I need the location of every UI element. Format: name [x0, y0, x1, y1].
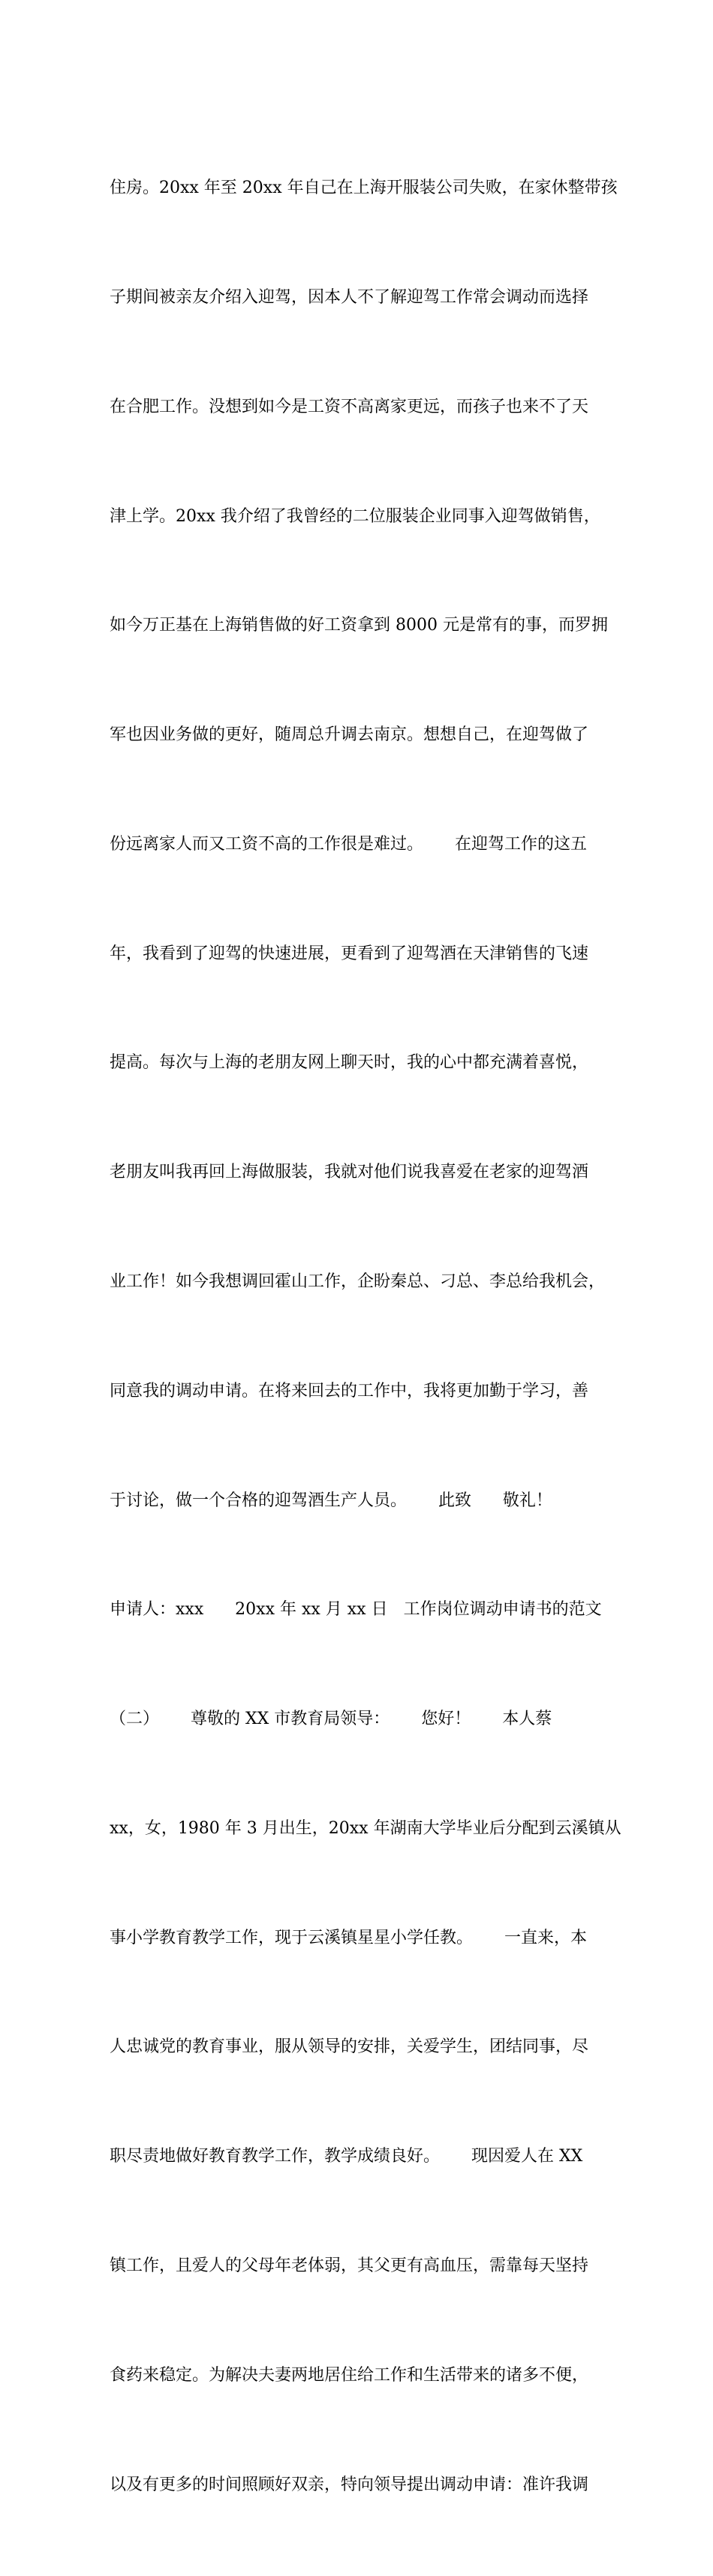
text-line: xx，女，1980 年 3 月出生，20xx 年湖南大学毕业后分配到云溪镇从 [110, 1818, 621, 1838]
text-line: 年，我看到了迎驾的快速进展，更看到了迎驾酒在天津销售的飞速 [110, 944, 589, 963]
text-line: 职尽责地做好教育教学工作，教学成绩良好。 现因爱人在 XX [110, 2147, 583, 2166]
text-line: 于讨论，做一个合格的迎驾酒生产人员。 此致 敬礼！ [110, 1491, 552, 1510]
body-text [110, 98, 627, 2576]
text-line: 镇工作，且爱人的父母年老体弱，其父更有高血压，需靠每天坚持 [110, 2256, 589, 2276]
text-line: 业工作！如今我想调回霍山工作，企盼秦总、刁总、李总给我机会， [110, 1272, 606, 1291]
text-line: 食药来稳定。为解决夫妻两地居住给工作和生活带来的诸多不便， [110, 2365, 589, 2385]
text-line: 子期间被亲友介绍入迎驾，因本人不了解迎驾工作常会调动而选择 [110, 287, 589, 307]
text-line: 老朋友叫我再回上海做服装，我就对他们说我喜爱在老家的迎驾酒 [110, 1163, 589, 1182]
text-line: 军也因业务做的更好，随周总升调去南京。想想自己，在迎驾做了 [110, 725, 589, 745]
text-line: 如今万正基在上海销售做的好工资拿到 8000 元是常有的事，而罗拥 [110, 616, 608, 635]
text-line: 以及有更多的时间照顾好双亲，特向领导提出调动申请：准许我调 [110, 2475, 589, 2494]
text-line: 住房。20xx 年至 20xx 年自己在上海开服装公司失败，在家休整带孩 [110, 179, 618, 198]
text-line: 申请人：xxx 20xx 年 xx 月 xx 日 工作岗位调动申请书的范文 [110, 1600, 602, 1620]
text-line: 同意我的调动申请。在将来回去的工作中，我将更加勤于学习，善 [110, 1381, 589, 1401]
text-line: 津上学。20xx 我介绍了我曾经的二位服装企业同事入迎驾做销售， [110, 506, 600, 526]
text-line: 人忠诚党的教育事业，服从领导的安排，关爱学生，团结同事，尽 [110, 2037, 589, 2057]
text-line: 份远离家人而又工资不高的工作很是难过。 在迎驾工作的这五 [110, 834, 587, 854]
text-line: （二） 尊敬的 XX 市教育局领导： 您好！ 本人蔡 [110, 1710, 552, 1729]
text-line: 在合肥工作。没想到如今是工资不高离家更远，而孩子也来不了天 [110, 397, 589, 416]
text-line: 事小学教育教学工作，现于云溪镇星星小学任教。 一直来，本 [110, 1928, 587, 1947]
text-line: 提高。每次与上海的老朋友网上聊天时，我的心中都充满着喜悦， [110, 1053, 589, 1073]
